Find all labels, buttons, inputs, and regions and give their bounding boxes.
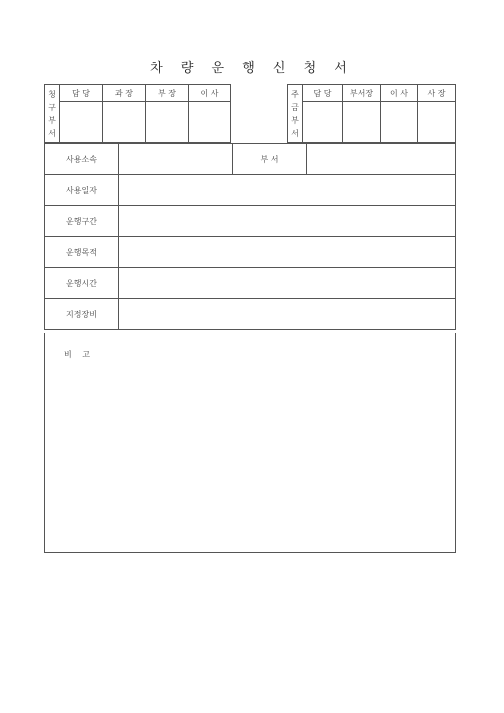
signature-box[interactable] (146, 102, 189, 143)
signature-box[interactable] (418, 102, 456, 143)
route-field[interactable] (119, 206, 456, 237)
header-section-chief: 과 장 (103, 85, 146, 102)
time-field[interactable] (119, 268, 456, 299)
header-staff-2: 담 당 (303, 85, 343, 102)
route-label: 운행구간 (45, 206, 119, 237)
usage-affiliation-label: 사용소속 (45, 144, 119, 175)
header-staff: 담 당 (60, 85, 103, 102)
usage-date-field[interactable] (119, 175, 456, 206)
purpose-label: 운행목적 (45, 237, 119, 268)
document-title: 차 량 운 행 신 청 서 (150, 61, 354, 76)
signature-box[interactable] (189, 102, 231, 143)
remarks-box[interactable] (44, 333, 456, 553)
signature-box[interactable] (303, 102, 343, 143)
department-field[interactable] (307, 144, 456, 175)
equipment-field[interactable] (119, 299, 456, 330)
signature-box[interactable] (103, 102, 146, 143)
department-label: 부 서 (233, 144, 307, 175)
signature-box[interactable] (60, 102, 103, 143)
managing-dept-label: 주 금 부 서 (288, 85, 303, 143)
header-president: 사 장 (418, 85, 456, 102)
header-dept-manager: 부서장 (343, 85, 381, 102)
signature-box[interactable] (343, 102, 381, 143)
remarks-label: 비 고 (64, 350, 94, 359)
time-label: 운행시간 (45, 268, 119, 299)
header-dept-head: 부 장 (146, 85, 189, 102)
approval-table (44, 84, 456, 143)
usage-affiliation-field[interactable] (119, 144, 233, 175)
header-director-2: 이 사 (381, 85, 418, 102)
equipment-label: 지정장비 (45, 299, 119, 330)
requesting-dept-label: 청 구 부 서 (45, 85, 60, 143)
usage-date-label: 사용일자 (45, 175, 119, 206)
signature-box[interactable] (381, 102, 418, 143)
header-director: 이 사 (189, 85, 231, 102)
purpose-field[interactable] (119, 237, 456, 268)
approval-gap (231, 85, 288, 143)
vehicle-info-table (44, 143, 456, 330)
